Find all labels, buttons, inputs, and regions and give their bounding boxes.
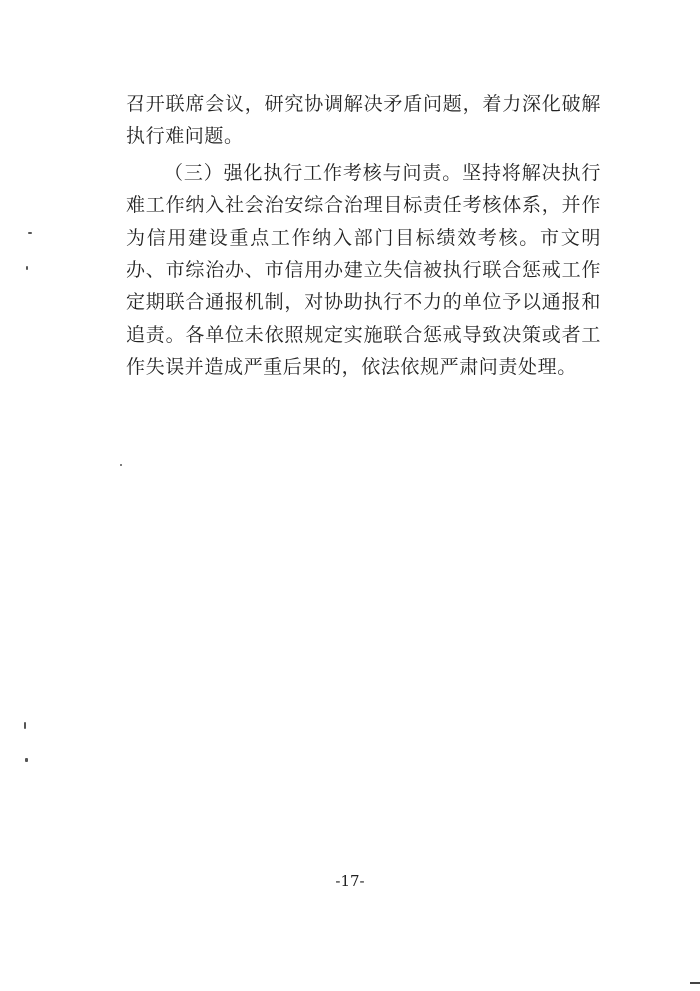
scan-edge-mark (690, 982, 700, 984)
scan-speck (28, 232, 32, 234)
paragraph-section-three: （三）强化执行工作考核与问责。坚持将解决执行难工作纳入社会治安综合治理目标责任考核体系，并作为信用建设重点工作纳入部门目标绩效考核。市文明办、市综治办、市信用办建立失信被执行联合惩戒工作定期联合通报机制，对协助执行不力的单位予以通报和追责。各单位未依照规定实施联合惩戒导致决策或者工作失误并造成严重后果的，依法依规严肃问责处理。 (126, 161, 601, 379)
document-body (126, 88, 601, 384)
page-number: -17- (335, 872, 365, 890)
scan-speck (25, 758, 28, 762)
scan-speck (26, 266, 28, 270)
paragraph-continuation: 召开联席会议，研究协调解决矛盾问题，着力深化破解执行难问题。 (126, 93, 601, 148)
scan-speck (120, 464, 122, 466)
scan-speck (24, 722, 26, 729)
